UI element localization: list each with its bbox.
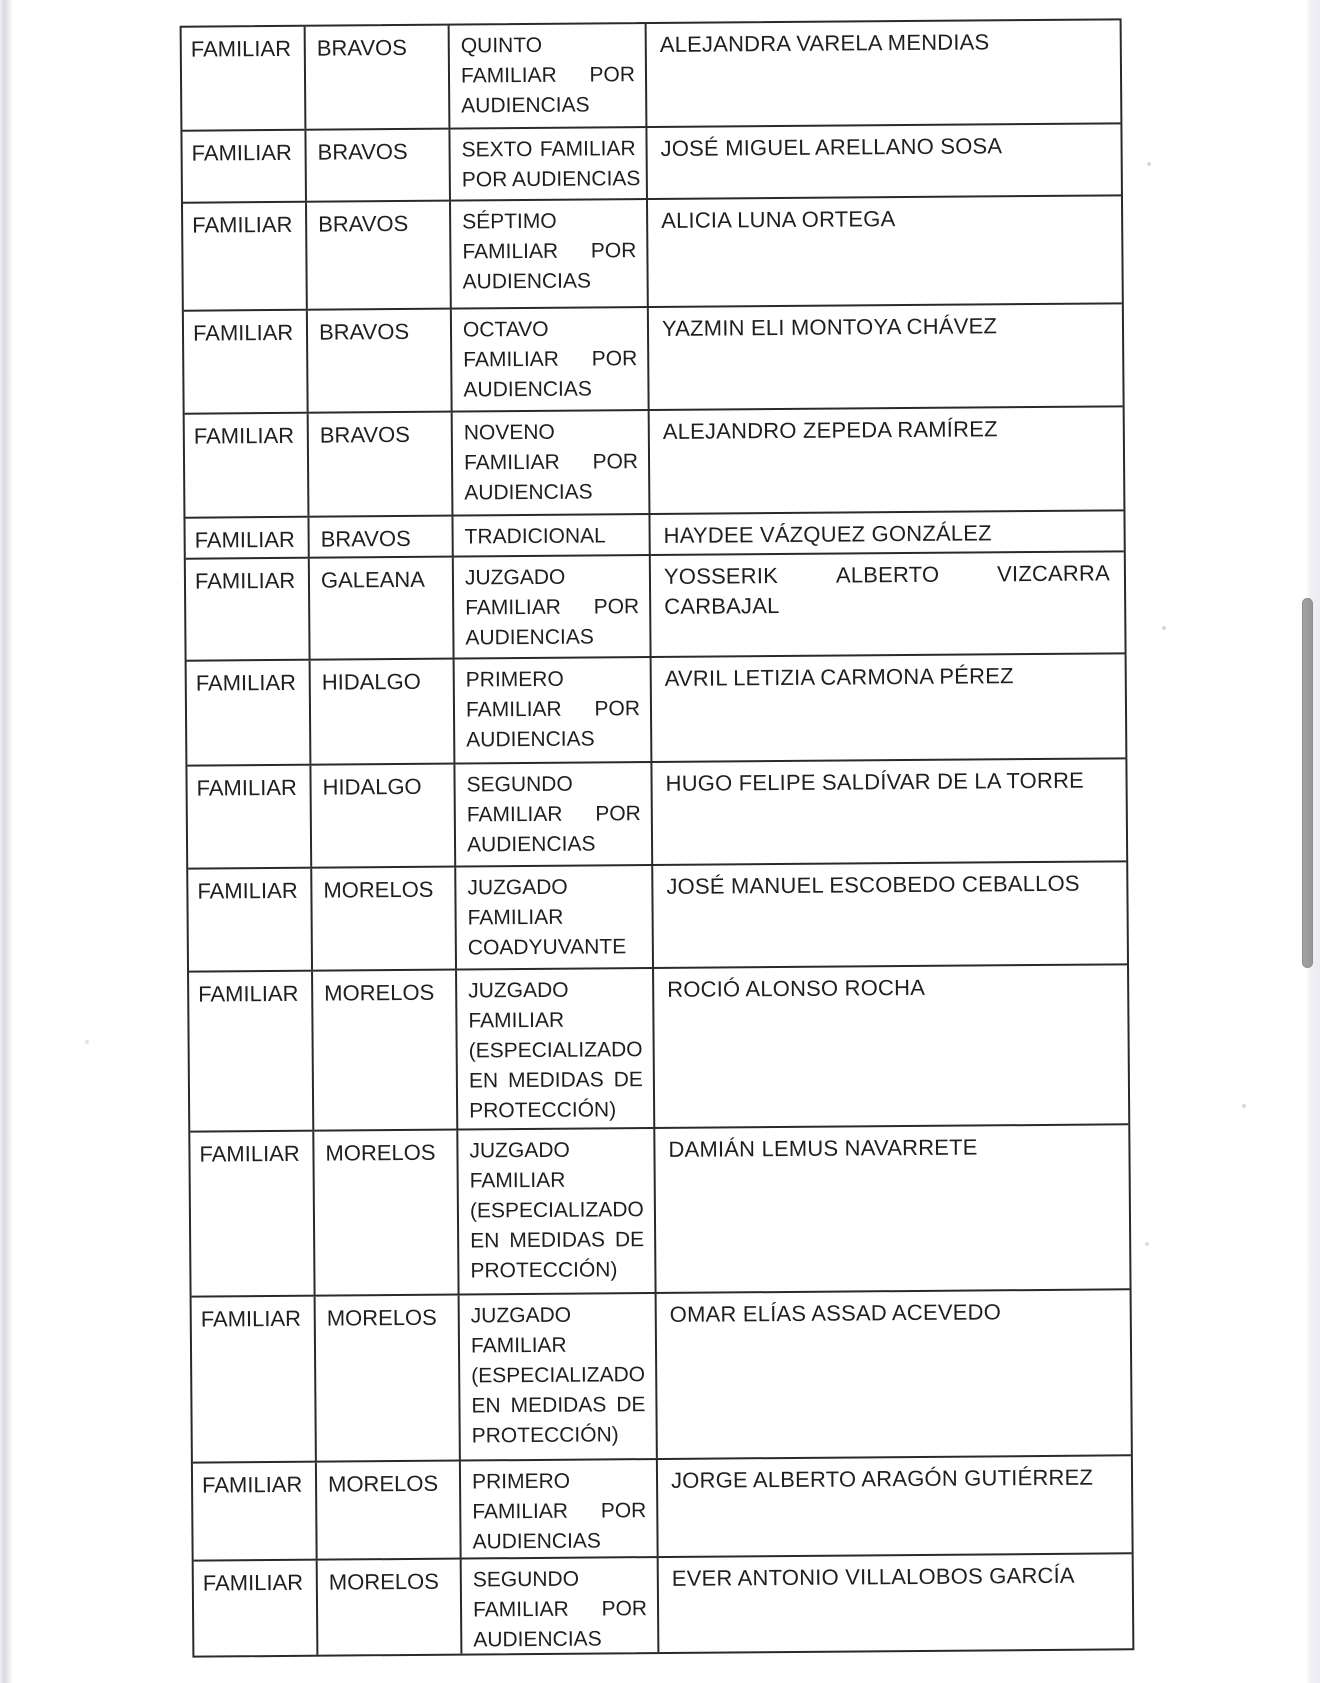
cell-text-line: ALICIA LUNA ORTEGA — [661, 206, 896, 233]
cell-distrito: MORELOS — [315, 1462, 460, 1559]
cell-distrito: BRAVOS — [307, 413, 452, 516]
cell-text-line: JUZGADO — [470, 1303, 572, 1328]
cell-juzgado — [449, 200, 647, 308]
cell-titular — [656, 1456, 1132, 1556]
cell-text-line: AUDIENCIAS — [461, 93, 590, 118]
cell-juzgado — [452, 556, 650, 658]
word: FAMILIAR — [466, 802, 563, 827]
cell-text-line: DAMIÁN LEMUS NAVARRETE — [668, 1134, 978, 1162]
cell-text-line: PROTECCIÓN) — [471, 1423, 619, 1448]
cell-materia: FAMILIAR — [202, 1569, 304, 1596]
cell-juzgado — [451, 411, 649, 515]
cell-juzgado — [450, 308, 648, 411]
word: DE — [614, 1228, 645, 1252]
table-row — [185, 509, 1123, 557]
table-row — [192, 1288, 1131, 1461]
cell-text-line: PROTECCIÓN) — [470, 1258, 618, 1283]
cell-text-line — [470, 1225, 644, 1256]
table-row — [190, 1123, 1129, 1295]
cell-titular — [649, 552, 1125, 656]
word: YOSSERIK — [663, 563, 779, 589]
cell-titular — [648, 511, 1123, 554]
table-row — [186, 550, 1125, 659]
cell-juzgado — [453, 763, 651, 866]
word: ALBERTO — [835, 561, 940, 588]
word: FAMILIAR — [465, 697, 562, 722]
word: MEDIDAS — [509, 1228, 606, 1253]
cell-juzgado — [448, 128, 646, 200]
cell-text-line — [469, 1065, 643, 1096]
cell-text-line — [462, 236, 636, 267]
cell-text-line: FAMILIAR — [469, 1168, 566, 1193]
cell-materia: FAMILIAR — [194, 526, 295, 553]
cell-distrito: GALEANA — [308, 558, 453, 659]
cell-text-line: POR AUDIENCIAS — [461, 167, 641, 192]
table-row — [187, 757, 1126, 867]
cell-text-line: ALEJANDRO ZEPEDA RAMÍREZ — [662, 416, 998, 444]
cell-juzgado — [448, 24, 646, 128]
cell-text-line: JUZGADO — [468, 978, 569, 1003]
cell-titular — [653, 1125, 1129, 1292]
cell-materia: FAMILIAR — [195, 669, 297, 696]
cell-distrito: BRAVOS — [305, 202, 450, 309]
word: EN — [468, 1069, 499, 1093]
cell-distrito: MORELOS — [311, 971, 456, 1130]
cell-text-line: PRIMERO — [465, 667, 564, 692]
cell-text-line: AUDIENCIAS — [466, 727, 595, 752]
word: POR — [589, 63, 636, 87]
word: DE — [613, 1068, 643, 1092]
cell-text-line: AUDIENCIAS — [463, 377, 592, 402]
word: FAMILIAR — [472, 1499, 569, 1524]
cell-text-line: AUDIENCIAS — [466, 832, 596, 857]
cell-juzgado — [454, 866, 652, 969]
cell-text-line: AVRIL LETIZIA CARMONA PÉREZ — [664, 663, 1014, 691]
cell-text-line: TRADICIONAL — [464, 524, 606, 549]
cell-titular — [650, 654, 1126, 761]
cell-materia: FAMILIAR — [198, 980, 299, 1007]
cell-text-line: AUDIENCIAS — [473, 1627, 602, 1652]
cell-titular — [648, 407, 1124, 513]
cell-juzgado — [460, 1558, 658, 1654]
table-row — [182, 122, 1121, 201]
cell-titular — [645, 124, 1121, 198]
cell-text-line: PRIMERO — [471, 1469, 571, 1494]
word: FAMILIAR — [463, 450, 560, 475]
cell-distrito: BRAVOS — [306, 310, 451, 412]
page-edge-left — [0, 0, 13, 1683]
cell-text-line: PROTECCIÓN) — [469, 1098, 617, 1123]
cell-text-line: AUDIENCIAS — [462, 269, 592, 294]
cell-materia: FAMILIAR — [191, 139, 292, 166]
word: POR — [593, 595, 640, 619]
cell-text-line: FAMILIAR — [468, 1008, 565, 1033]
cell-distrito: HIDALGO — [309, 765, 454, 867]
word: POR — [600, 1499, 647, 1523]
word: EN — [470, 1229, 500, 1253]
table-row — [182, 20, 1121, 129]
cell-text-line: OMAR ELÍAS ASSAD ACEVEDO — [669, 1299, 1002, 1327]
cell-text-line: (ESPECIALIZADO — [468, 1038, 643, 1063]
cell-text-line: ROCIÓ ALONSO ROCHA — [667, 974, 926, 1002]
table-row — [183, 194, 1122, 309]
cell-materia: FAMILIAR — [190, 35, 292, 62]
word: EN — [471, 1394, 501, 1418]
cell-text-line: FAMILIAR — [467, 905, 564, 930]
cell-titular — [647, 304, 1123, 409]
cell-titular — [650, 759, 1126, 864]
cell-distrito: HIDALGO — [309, 660, 454, 764]
cell-text-line: HUGO FELIPE SALDÍVAR DE LA TORRE — [665, 767, 1085, 796]
cell-juzgado — [453, 658, 651, 763]
cell-text-line — [463, 344, 637, 375]
word: FAMILIAR — [465, 595, 561, 620]
cell-text-line: SÉPTIMO — [462, 209, 557, 234]
cell-titular — [657, 1554, 1133, 1652]
word: FAMILIAR — [463, 347, 560, 372]
cell-materia: FAMILIAR — [196, 774, 297, 801]
cell-text-line: YAZMIN ELI MONTOYA CHÁVEZ — [661, 313, 998, 341]
cell-text-line — [473, 1594, 647, 1625]
cell-text-line — [461, 60, 635, 91]
cell-text-line: SEGUNDO — [466, 772, 573, 797]
cell-titular — [646, 196, 1122, 306]
cell-text-line — [466, 694, 640, 725]
cell-materia: FAMILIAR — [197, 877, 298, 904]
cell-juzgado — [459, 1460, 657, 1558]
cell-text-line: JUZGADO — [464, 565, 566, 590]
cell-distrito: MORELOS — [310, 868, 455, 970]
cell-juzgado — [455, 969, 653, 1129]
word: POR — [601, 1597, 648, 1621]
cell-text-line: (ESPECIALIZADO — [469, 1198, 644, 1223]
word: POR — [595, 802, 641, 826]
word: DE — [616, 1393, 646, 1417]
cell-text-line: FAMILIAR — [470, 1333, 567, 1358]
cell-text-line — [471, 1390, 645, 1421]
cell-text-line — [465, 592, 639, 623]
cell-materia: FAMILIAR — [192, 319, 294, 346]
cell-juzgado — [456, 1129, 654, 1294]
cell-text-line: AUDIENCIAS — [464, 480, 593, 505]
cell-titular — [652, 965, 1128, 1127]
word: MEDIDAS — [510, 1393, 607, 1418]
table-row — [185, 405, 1124, 516]
cell-titular — [655, 1290, 1131, 1458]
table-row — [193, 1454, 1132, 1559]
word: FAMILIAR — [539, 137, 636, 161]
word: MEDIDAS — [507, 1068, 604, 1093]
cell-titular — [645, 20, 1121, 126]
cell-text-line: NOVENO — [463, 420, 555, 445]
cell-materia: FAMILIAR — [193, 422, 295, 449]
cell-distrito: MORELOS — [312, 1131, 457, 1295]
cell-distrito: BRAVOS — [307, 517, 451, 557]
cell-text-line: COADYUVANTE — [467, 935, 627, 960]
cell-distrito: MORELOS — [316, 1560, 461, 1655]
cell-text-line: QUINTO — [460, 33, 543, 58]
cell-text-line — [664, 558, 1110, 592]
cell-materia: FAMILIAR — [199, 1140, 300, 1167]
cell-text-line — [472, 1496, 646, 1527]
cell-materia: FAMILIAR — [192, 211, 293, 238]
cell-materia: FAMILIAR — [201, 1471, 303, 1498]
cell-materia: FAMILIAR — [194, 567, 296, 594]
table-row — [188, 860, 1127, 970]
cell-text-line: (ESPECIALIZADO — [471, 1363, 646, 1388]
scrollbar-thumb[interactable] — [1302, 598, 1313, 968]
cell-text-line: ALEJANDRA VARELA MENDIAS — [659, 29, 990, 57]
word: FAMILIAR — [460, 63, 557, 88]
table-row — [189, 963, 1128, 1130]
cell-text-line: JOSÉ MIGUEL ARELLANO SOSA — [660, 133, 1003, 161]
cell-text-line: JOSÉ MANUEL ESCOBEDO CEBALLOS — [666, 870, 1080, 899]
word: POR — [591, 347, 638, 371]
cell-juzgado — [451, 515, 648, 556]
cell-text-line — [467, 799, 641, 830]
cell-text-line: CARBAJAL — [664, 593, 780, 619]
court-roster-table — [180, 18, 1135, 1657]
cell-distrito: BRAVOS — [304, 130, 449, 201]
word: POR — [590, 239, 637, 263]
cell-materia: FAMILIAR — [200, 1305, 302, 1332]
word: SEXTO — [461, 137, 533, 162]
word: FAMILIAR — [462, 239, 559, 264]
cell-text-line — [464, 447, 638, 478]
cell-text-line: AUDIENCIAS — [465, 625, 594, 650]
cell-text-line: AUDIENCIAS — [472, 1529, 601, 1554]
word: POR — [592, 450, 639, 474]
cell-juzgado — [458, 1294, 656, 1460]
table-row — [194, 1552, 1133, 1655]
cell-text-line: JORGE ALBERTO ARAGÓN GUTIÉRREZ — [670, 1464, 1094, 1493]
cell-text-line: HAYDEE VÁZQUEZ GONZÁLEZ — [663, 520, 992, 548]
cell-text-line: SEGUNDO — [472, 1567, 580, 1592]
cell-text-line — [461, 134, 635, 165]
cell-text-line: EVER ANTONIO VILLALOBOS GARCÍA — [671, 1562, 1075, 1591]
word: VIZCARRA — [996, 560, 1111, 587]
cell-text-line: JUZGADO — [467, 875, 568, 900]
cell-distrito: MORELOS — [314, 1296, 459, 1461]
word: POR — [594, 697, 641, 721]
cell-text-line: OCTAVO — [462, 317, 549, 342]
cell-text-line: JUZGADO — [469, 1138, 570, 1163]
table-row — [184, 302, 1123, 412]
cell-titular — [651, 862, 1127, 967]
table-row — [187, 652, 1126, 764]
word: FAMILIAR — [472, 1597, 569, 1622]
cell-distrito: BRAVOS — [304, 26, 449, 129]
